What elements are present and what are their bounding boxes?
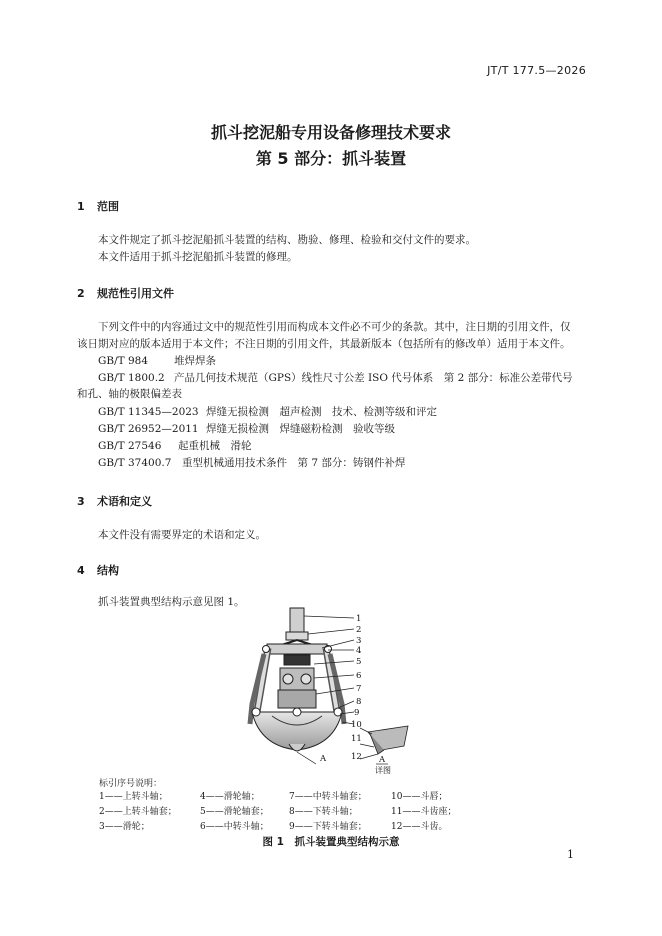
reference-item (98, 455, 405, 470)
callout-number: 9 (354, 708, 360, 718)
legend-item: 2——上转斗轴套； (99, 807, 177, 817)
callout-number: 4 (356, 646, 362, 656)
callout-number: 6 (356, 671, 362, 681)
page-number: 1 (567, 848, 574, 861)
callout-number: 3 (356, 636, 362, 646)
standard-code: JT/T 177.5—2026 (487, 64, 586, 77)
section-1-para-1: 本文件规定了抓斗挖泥船抓斗装置的结构、勘验、修理、检验和交付文件的要求。 (98, 234, 476, 246)
section-number: 2 (77, 287, 85, 300)
detail-label-a: A (379, 755, 386, 765)
section-2-intro-line-2: 该日期对应的版本适用于本文件；不注日期的引用文件，其最新版本（包括所有的修改单）适用于本文件。 (77, 338, 571, 350)
reference-title: 重型机械通用技术条件 第 7 部分：铸钢件补焊 (182, 457, 406, 469)
legend-item: 4——滑轮轴； (200, 792, 260, 802)
reference-title: 焊缝无损检测 超声检测 技术、检测等级和评定 (206, 406, 437, 418)
section-title: 结构 (97, 564, 119, 577)
reference-continuation: 和孔、轴的极限偏差表 (77, 388, 182, 400)
figure-caption: 图 1 抓斗装置典型结构示意 (262, 836, 400, 848)
reference-title: 焊缝无损检测 焊缝磁粉检测 验收等级 (206, 423, 395, 435)
grab-bucket-drawing (250, 608, 344, 751)
legend-item: 3——滑轮； (99, 822, 150, 832)
grab-structure-figure (92, 604, 562, 774)
legend-item: 5——滑轮轴套； (200, 807, 269, 817)
section-title: 范围 (97, 200, 119, 213)
section-3-para: 本文件没有需要界定的术语和定义。 (98, 529, 266, 541)
callout-number: 10 (351, 720, 362, 730)
reference-item (98, 404, 437, 419)
legend-item: 8——下转斗轴； (289, 807, 358, 817)
reference-item (98, 421, 395, 436)
reference-title: 起重机械 滑轮 (178, 440, 252, 452)
document-title: 抓斗挖泥船专用设备修理技术要求 (210, 123, 451, 142)
legend-column (200, 789, 269, 832)
legend-item: 1——上转斗轴； (99, 792, 168, 802)
section-number: 4 (77, 564, 85, 577)
legend-item: 9——下转斗轴套； (289, 822, 367, 832)
reference-code: GB/T 1800.2 (98, 372, 165, 384)
reference-code: GB/T 11345—2023 (98, 406, 199, 418)
callout-number: 2 (356, 625, 362, 635)
legend (99, 789, 559, 832)
reference-item (98, 370, 573, 385)
legend-column (99, 789, 177, 832)
section-4-heading (77, 562, 119, 578)
callout-number: 7 (356, 684, 362, 694)
section-2-heading (77, 285, 174, 301)
legend-item: 6——中转斗轴； (200, 822, 269, 832)
reference-title: 产品几何技术规范（GPS）线性尺寸公差 ISO 代号体系 第 2 部分：标准公差带代号 (174, 372, 573, 384)
legend-item: 7——中转斗轴套； (289, 792, 367, 802)
reference-code: GB/T 984 (98, 355, 149, 367)
section-label-a: A (320, 754, 327, 764)
callout-number: 1 (356, 614, 362, 624)
reference-code: GB/T 26952—2011 (98, 423, 199, 435)
section-number: 1 (77, 200, 85, 213)
reference-item (98, 438, 252, 453)
section-1-heading (77, 198, 119, 214)
reference-code: GB/T 27546 (98, 440, 162, 452)
callout-number: 8 (356, 697, 362, 707)
reference-title: 堆焊焊条 (174, 355, 216, 367)
section-4-para: 抓斗装置典型结构示意见图 1。 (98, 596, 245, 608)
reference-item (98, 353, 216, 368)
legend-item: 12——斗齿。 (391, 822, 448, 832)
section-number: 3 (77, 495, 85, 508)
legend-item: 10——斗唇； (391, 792, 448, 802)
detail-view-a (360, 726, 408, 774)
callout-number: 12 (351, 752, 362, 762)
legend-item: 11——斗齿座； (391, 807, 457, 817)
section-title: 术语和定义 (97, 495, 152, 508)
document-subtitle: 第 5 部分：抓斗装置 (255, 149, 407, 168)
section-1-para-2: 本文件适用于抓斗挖泥船抓斗装置的修理。 (98, 251, 298, 263)
detail-caption: 详图 (375, 766, 391, 774)
callout-number: 11 (351, 734, 362, 744)
legend-column (391, 789, 456, 832)
section-title: 规范性引用文件 (97, 287, 174, 300)
reference-code: GB/T 37400.7 (98, 457, 172, 469)
callout-number: 5 (356, 657, 362, 667)
section-3-heading (77, 493, 152, 509)
section-2-intro-line-1: 下列文件中的内容通过文中的规范性引用而构成本文件必不可少的条款。其中，注日期的引用文件，仅 (98, 321, 571, 333)
legend-title: 标引序号说明： (99, 779, 163, 789)
legend-column (289, 789, 367, 832)
